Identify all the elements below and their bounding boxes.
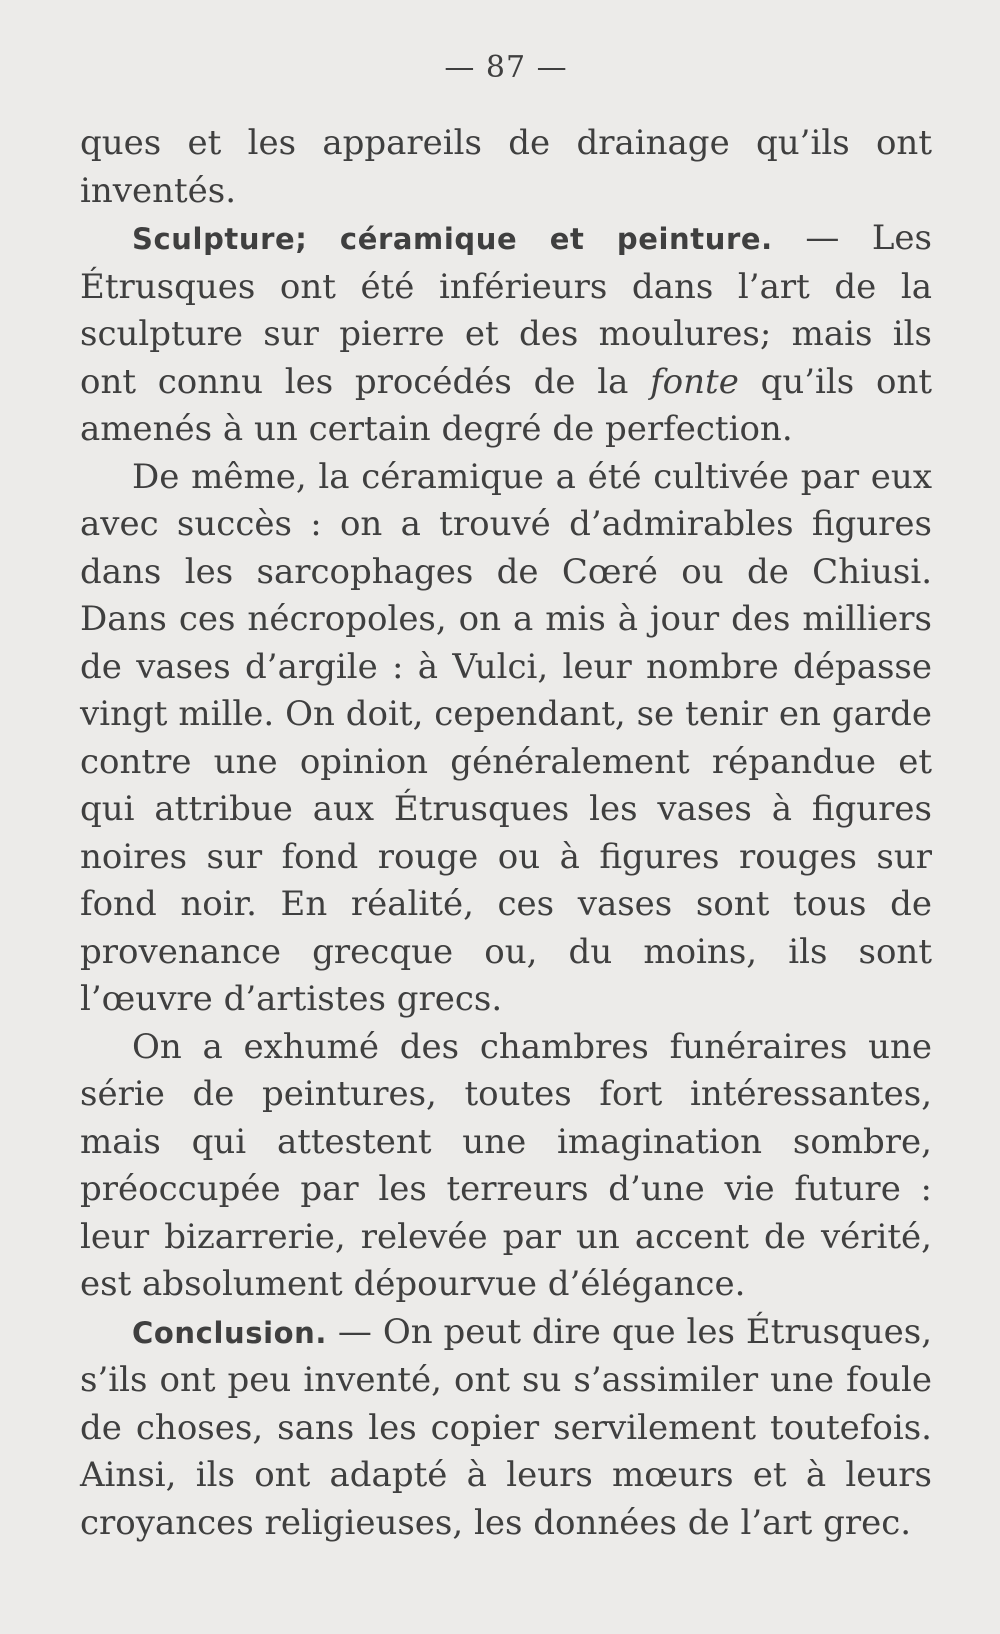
paragraph-conclusion [80, 1309, 932, 1548]
page-number: — 87 — [444, 50, 568, 85]
paragraph-text: De même, la céramique a été cultivée par eux avec succès : on a trouvé d’admirables figures dans les sarcophages de Cœré ou de Chiusi. Dans ces nécropoles, on a mis à jour des milliers de vases d’argile : à Vulci, leur nombre dépasse vingt mille. On doit, cependant, se tenir en garde contre une opinion généralement répandue et qui attribue aux Étrusques les vases à figures noires sur fond rouge ou à figures rouges sur fond noir. En réalité, ces vases sont tous de provenance grecque ou, du moins, ils sont l’œuvre d’artistes grecs. [80, 456, 932, 1019]
paragraph-text: ques et les appareils de drainage qu’ils ont inventés. [80, 123, 932, 211]
paragraph-text: qu’ils ont amenés à un certain degré de perfection. [80, 361, 933, 449]
paragraph-text: — On peut dire que les Étrusques, s’ils ont peu inventé, ont su s’assimiler une foule de choses, sans les copier servilement toutefois. Ainsi, ils ont adapté à leurs mœurs et à leurs croyances religieuses, les données de l’art grec. [80, 1311, 932, 1543]
section-heading-sculpture: Sculpture; céramique et peinture. [132, 222, 773, 256]
body-text [80, 120, 932, 1547]
paragraph-paintings [80, 1024, 932, 1309]
paragraph-continuation [80, 120, 932, 215]
paragraph-ceramics [80, 454, 932, 1024]
italic-term: fonte [650, 361, 739, 402]
paragraph-text: — Les Étrusques ont été inférieurs dans l’art de la sculpture sur pierre et des moulures; mais ils ont connu les procédés de la [80, 218, 933, 402]
section-heading-conclusion: Conclusion. [132, 1315, 328, 1350]
paragraph-sculpture [80, 215, 932, 454]
paragraph-text: On a exhumé des chambres funéraires une série de peintures, toutes fort intéressantes, mais qui attestent une imagination sombre, préoccupée par les terreurs d’une vie future : leur bizarrerie, relevée par un accent de vérité, est absolument dépourvue d’élégance. [80, 1026, 932, 1304]
